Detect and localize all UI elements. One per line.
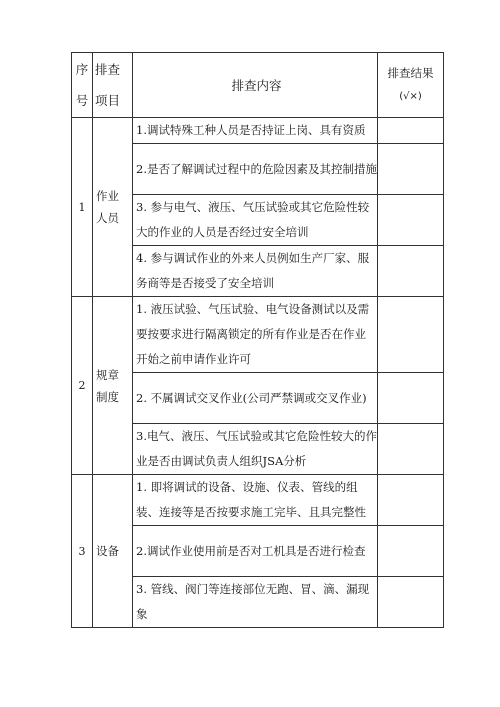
inspection-sheet xyxy=(71,52,436,628)
group-category: 规章 制度 xyxy=(93,297,133,475)
group-category: 设备 xyxy=(93,475,133,628)
check-content-cell: 1. 即将调试的设备、设施、仪表、管线的组装、连接等是否按要求施工完毕、且具完整性 xyxy=(133,475,378,526)
table-row xyxy=(72,297,444,373)
group-number: 3 xyxy=(72,475,93,628)
check-content-cell: 2.调试作业使用前是否对工机具是否进行检查 xyxy=(133,526,378,577)
result-cell[interactable] xyxy=(378,297,444,373)
result-cell[interactable] xyxy=(378,577,444,628)
result-cell[interactable] xyxy=(378,475,444,526)
header-check-content: 排查内容 xyxy=(133,53,378,118)
check-content-cell: 3. 管线、阀门等连接部位无跑、冒、滴、漏现象 xyxy=(133,577,378,628)
check-content-cell: 4. 参与调试作业的外来人员例如生产厂家、服务商等是否接受了安全培训 xyxy=(133,246,378,297)
check-content-cell: 2. 不属调试交叉作业(公司严禁调或交叉作业) xyxy=(133,373,378,424)
check-content-cell: 3.电气、液压、气压试验或其它危险性较大的作业是否由调试负责人组织JSA分析 xyxy=(133,424,378,475)
header-check-result: 排查结果 (√×) xyxy=(378,53,444,118)
group-number: 2 xyxy=(72,297,93,475)
result-cell[interactable] xyxy=(378,373,444,424)
check-content-cell: 1. 液压试验、气压试验、电气设备测试以及需要按要求进行隔离锁定的所有作业是否在作业开始之前申请作业许可 xyxy=(133,297,378,373)
table-row xyxy=(72,118,444,144)
result-cell[interactable] xyxy=(378,246,444,297)
inspection-table xyxy=(71,52,444,628)
header-row xyxy=(72,53,444,118)
header-check-item: 排查 项目 xyxy=(93,53,133,118)
result-cell[interactable] xyxy=(378,118,444,144)
result-cell[interactable] xyxy=(378,526,444,577)
table-row xyxy=(72,475,444,526)
header-serial-number: 序 号 xyxy=(72,53,93,118)
result-cell[interactable] xyxy=(378,144,444,195)
check-content-cell: 3. 参与电气、液压、气压试验或其它危险性较大的作业的人员是否经过安全培训 xyxy=(133,195,378,246)
result-cell[interactable] xyxy=(378,195,444,246)
group-number: 1 xyxy=(72,118,93,297)
check-content-cell: 2.是否了解调试过程中的危险因素及其控制措施 xyxy=(133,144,378,195)
check-content-cell: 1.调试特殊工种人员是否持证上岗、具有资质 xyxy=(133,118,378,144)
group-category: 作业 人员 xyxy=(93,118,133,297)
result-cell[interactable] xyxy=(378,424,444,475)
